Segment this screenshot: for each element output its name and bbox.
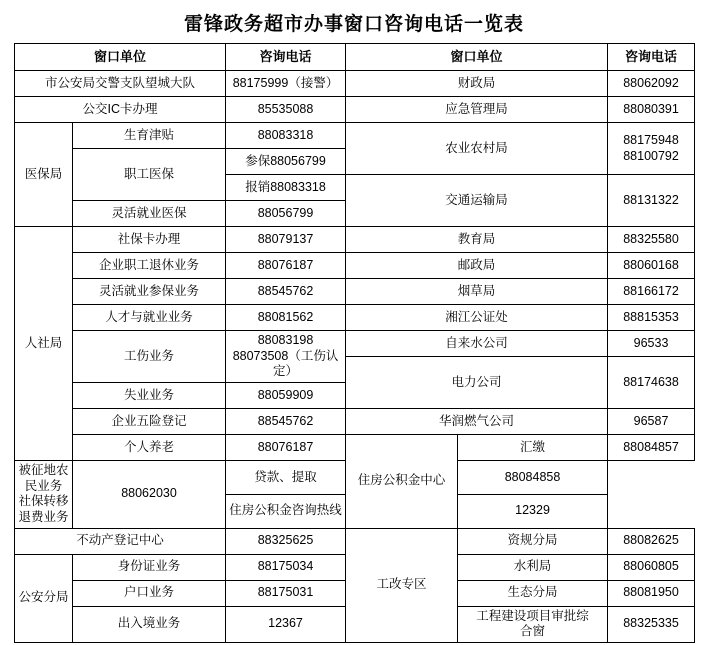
unit-name-left: 失业业务 <box>73 383 226 409</box>
phone-right: 88082625 <box>608 528 695 554</box>
unit-name-left: 职工医保 <box>73 149 226 201</box>
table-row <box>15 435 695 461</box>
phone-right: 88174638 <box>608 357 695 409</box>
unit-name-left: 个人养老 <box>73 435 226 461</box>
phone-left: 88062030 <box>73 461 226 529</box>
phone-right: 96533 <box>608 331 695 357</box>
unit-name-right: 湘江公证处 <box>346 305 608 331</box>
phone-left: 88081562 <box>226 305 346 331</box>
unit-name-left: 户口业务 <box>73 580 226 606</box>
phone-right: 88080391 <box>608 97 695 123</box>
phone-right: 88060805 <box>608 554 695 580</box>
phone-left: 88325625 <box>226 528 346 554</box>
column-header-phone-right: 咨询电话 <box>608 44 695 71</box>
phone-directory-table <box>14 43 695 643</box>
table-row <box>15 305 695 331</box>
unit-name-left: 公交IC卡办理 <box>15 97 226 123</box>
unit-name-right: 资规分局 <box>458 528 608 554</box>
phone-left: 88076187 <box>226 435 346 461</box>
phone-left: 88175999（接警） <box>226 71 346 97</box>
phone-line-2: 88073508（工伤认定） <box>232 348 339 379</box>
unit-name-right: 应急管理局 <box>346 97 608 123</box>
phone-left: 88056799 <box>226 201 346 227</box>
unit-line-1: 工程建设项目审批综 <box>476 608 589 623</box>
phone-left: 88175031 <box>226 580 346 606</box>
column-header-unit-left: 窗口单位 <box>15 44 226 71</box>
phone-right: 88166172 <box>608 279 695 305</box>
unit-name-left: 灵活就业参保业务 <box>73 279 226 305</box>
unit-name-left: 市公安局交警支队望城大队 <box>15 71 226 97</box>
group-label-gjj: 住房公积金中心 <box>346 435 458 529</box>
unit-name-right: 水利局 <box>458 554 608 580</box>
phone-left: 88059909 <box>226 383 346 409</box>
unit-name-right: 华润燃气公司 <box>346 409 608 435</box>
unit-name-right: 生态分局 <box>458 580 608 606</box>
group-label-gongai: 工改专区 <box>346 528 458 642</box>
unit-name-left: 人才与就业业务 <box>73 305 226 331</box>
unit-name-right: 汇缴 <box>458 435 608 461</box>
table-row <box>15 97 695 123</box>
phone-left: 88076187 <box>226 253 346 279</box>
phone-right: 12329 <box>458 494 608 528</box>
phone-left: 88545762 <box>226 409 346 435</box>
table-row <box>15 279 695 305</box>
phone-line-2: 88100792 <box>623 148 679 163</box>
unit-name-right: 自来水公司 <box>346 331 608 357</box>
unit-name-right: 教育局 <box>346 227 608 253</box>
table-row <box>15 123 695 149</box>
unit-name-left: 工伤业务 <box>73 331 226 383</box>
table-row <box>15 331 695 357</box>
phone-left: 88545762 <box>226 279 346 305</box>
phone-right: 88084857 <box>608 435 695 461</box>
phone-line-1: 88175948 <box>623 132 679 147</box>
unit-name-left: 生育津贴 <box>73 123 226 149</box>
phone-left <box>226 331 346 383</box>
unit-name-right: 财政局 <box>346 71 608 97</box>
phone-left: 参保88056799 <box>226 149 346 175</box>
table-row <box>15 409 695 435</box>
column-header-unit-right: 窗口单位 <box>346 44 608 71</box>
column-header-phone-left: 咨询电话 <box>226 44 346 71</box>
phone-right: 88062092 <box>608 71 695 97</box>
phone-left: 88175034 <box>226 554 346 580</box>
group-label-yibaoju: 医保局 <box>15 123 73 227</box>
unit-name-right: 邮政局 <box>346 253 608 279</box>
table-row <box>15 528 695 554</box>
phone-left: 12367 <box>226 606 346 642</box>
group-label-gongan: 公安分局 <box>15 554 73 642</box>
phone-right: 88325335 <box>608 606 695 642</box>
phone-right: 88815353 <box>608 305 695 331</box>
phone-right: 96587 <box>608 409 695 435</box>
unit-name-right: 农业农村局 <box>346 123 608 175</box>
phone-right: 88325580 <box>608 227 695 253</box>
unit-name-right: 贷款、提取 <box>226 461 346 495</box>
group-label-renshe: 人社局 <box>15 227 73 461</box>
unit-line-2: 合窗 <box>520 624 546 639</box>
unit-name-left <box>15 461 73 529</box>
unit-name-left: 企业职工退休业务 <box>73 253 226 279</box>
table-header-row <box>15 44 695 71</box>
unit-name-left: 灵活就业医保 <box>73 201 226 227</box>
unit-name-right: 住房公积金咨询热线 <box>226 494 346 528</box>
unit-name-right <box>458 606 608 642</box>
phone-right: 88060168 <box>608 253 695 279</box>
unit-name-left: 企业五险登记 <box>73 409 226 435</box>
table-row <box>15 253 695 279</box>
unit-name-left: 社保卡办理 <box>73 227 226 253</box>
phone-right: 88084858 <box>458 461 608 495</box>
unit-line-1: 被征地农民业务 <box>18 463 69 493</box>
phone-left: 85535088 <box>226 97 346 123</box>
unit-line-2: 社保转移退费业务 <box>18 494 69 524</box>
phone-left: 88079137 <box>226 227 346 253</box>
unit-name-left: 不动产登记中心 <box>15 528 226 554</box>
phone-right: 88081950 <box>608 580 695 606</box>
phone-right: 88131322 <box>608 175 695 227</box>
phone-right <box>608 123 695 175</box>
unit-name-right: 烟草局 <box>346 279 608 305</box>
unit-name-left: 出入境业务 <box>73 606 226 642</box>
unit-name-right: 电力公司 <box>346 357 608 409</box>
phone-left: 88083318 <box>226 123 346 149</box>
unit-name-left: 身份证业务 <box>73 554 226 580</box>
phone-left: 报销88083318 <box>226 175 346 201</box>
table-row <box>15 227 695 253</box>
phone-line-1: 88083198 <box>257 333 314 348</box>
unit-name-right: 交通运输局 <box>346 175 608 227</box>
table-row <box>15 71 695 97</box>
page-title: 雷锋政务超市办事窗口咨询电话一览表 <box>183 14 524 35</box>
